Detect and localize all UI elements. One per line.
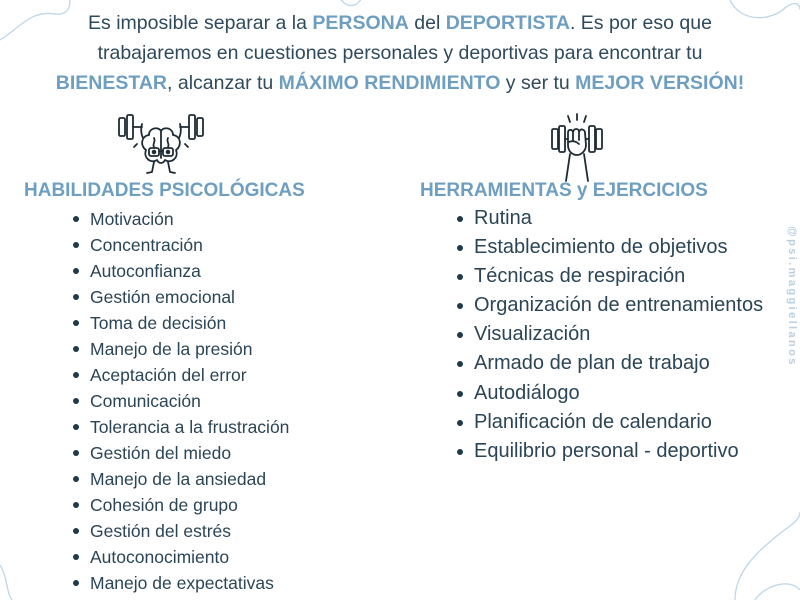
list-item: Manejo de la presión <box>90 336 289 362</box>
intro-text: , alcanzar tu <box>167 72 279 94</box>
tools-list <box>452 204 794 466</box>
highlight-maximo-rendimiento: MÁXIMO RENDIMIENTO <box>278 72 501 94</box>
list-item: Toma de decisión <box>90 310 289 336</box>
list-item: Autoconocimiento <box>90 544 289 570</box>
list-item: Establecimiento de objetivos <box>474 233 794 262</box>
highlight-persona: PERSONA <box>312 12 409 34</box>
intro-text: Es imposible separar a la <box>88 12 313 34</box>
list-item: Autoconfianza <box>90 258 289 284</box>
wave-bottom-left <box>0 565 12 600</box>
list-item: Concentración <box>90 232 289 258</box>
list-item: Motivación <box>90 206 289 232</box>
skills-title: HABILIDADES PSICOLÓGICAS <box>24 180 305 201</box>
wave-bottom-right-2 <box>755 584 800 600</box>
wave-bottom-right <box>735 512 800 600</box>
list-item: Aceptación del error <box>90 362 289 388</box>
list-item: Comunicación <box>90 388 289 414</box>
list-item: Organización de entrenamientos <box>474 291 794 320</box>
list-item: Autodiálogo <box>474 379 794 408</box>
list-item: Gestión del miedo <box>90 440 289 466</box>
brain-lifting-dumbbells-icon <box>116 110 206 182</box>
highlight-deportista: DEPORTISTA <box>445 12 570 34</box>
tools-title: HERRAMIENTAS y EJERCICIOS <box>420 180 708 201</box>
list-item: Gestión emocional <box>90 284 289 310</box>
social-handle: @psi.maggiellanos <box>786 226 798 367</box>
highlight-mejor-version: MEJOR VERSIÓN! <box>575 72 745 94</box>
list-item: Visualización <box>474 320 794 349</box>
intro-text: . Es por eso que trabajaremos en cuestiones personales y deportivas para encontrar tu <box>97 12 712 64</box>
list-item: Cohesión de grupo <box>90 492 289 518</box>
list-item: Armado de plan de trabajo <box>474 349 794 378</box>
list-item: Manejo de la ansiedad <box>90 466 289 492</box>
highlight-bienestar: BIENESTAR <box>55 72 168 94</box>
list-item: Equilibrio personal - deportivo <box>474 437 794 466</box>
wave-top-center <box>340 0 362 6</box>
list-item: Gestión del estrés <box>90 518 289 544</box>
fist-dumbbell-icon <box>546 113 608 183</box>
list-item: Planificación de calendario <box>474 408 794 437</box>
list-item: Tolerancia a la frustración <box>90 414 289 440</box>
skills-list <box>68 206 289 596</box>
intro-text: del <box>408 12 446 34</box>
list-item: Rutina <box>474 204 794 233</box>
list-item: Técnicas de respiración <box>474 262 794 291</box>
intro-paragraph <box>40 8 760 98</box>
list-item: Manejo de expectativas <box>90 570 289 596</box>
intro-text: y ser tu <box>500 72 576 94</box>
